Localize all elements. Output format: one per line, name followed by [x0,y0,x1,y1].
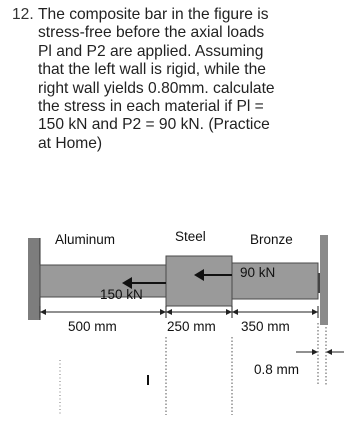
problem-statement [12,6,342,153]
problem-number: 12. [12,6,34,23]
problem-line: Pl and P2 are applied. Assuming [38,42,264,60]
problem-line: stress-free before the axial loads [38,24,265,42]
composite-bar-figure [0,215,350,423]
gap-arrow-head [312,349,318,355]
right-wall [320,235,328,325]
problem-line: that the left wall is rigid, while the [38,61,266,79]
problem-line: The composite bar in the figure is [38,6,269,23]
label-wall-gap: 0.8 mm [254,362,300,377]
problem-line: right wall yields 0.80mm. calculate [38,79,275,97]
dimension-arrowhead [166,309,172,315]
label-steel: Steel [175,229,206,244]
gap-arrow-head [326,349,332,355]
dimension-arrowhead [232,309,238,315]
label-load-p1: 150 kN [100,287,143,302]
dimension-arrowhead [312,309,318,315]
dimension-arrowhead [40,309,46,315]
label-bronze: Bronze [250,232,293,247]
label-length-aluminum: 500 mm [68,319,117,334]
label-length-steel: 250 mm [167,319,216,334]
left-wall [28,238,40,320]
dimension-arrowhead [160,309,166,315]
label-length-bronze: 350 mm [241,319,290,334]
problem-text [38,6,342,153]
dimension-arrowhead [226,309,232,315]
problem-line: at Home) [38,134,103,152]
problem-line: the stress in each material if Pl = [38,98,264,116]
problem-line: 150 kN and P2 = 90 kN. (Practice [38,116,270,134]
label-load-p2: 90 kN [240,265,276,280]
steel-segment [166,256,232,306]
label-aluminum: Aluminum [55,232,116,247]
